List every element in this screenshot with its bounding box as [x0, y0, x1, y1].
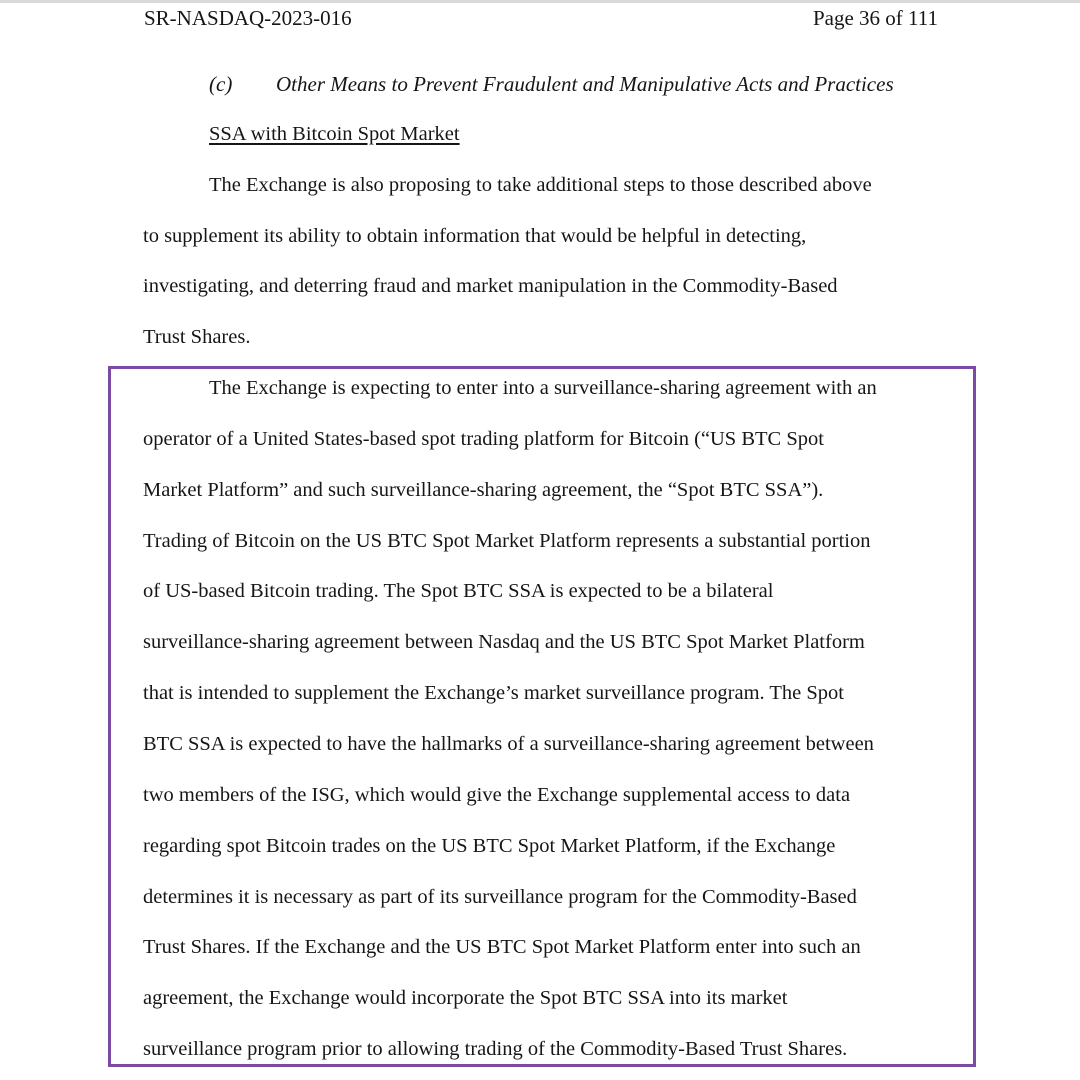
paragraph2-line: Trust Shares. If the Exchange and the US BTC Spot Market Platform enter into such an: [143, 936, 861, 958]
paragraph2-line: surveillance-sharing agreement between Nasdaq and the US BTC Spot Market Platform: [143, 631, 865, 653]
paragraph2-line: determines it is necessary as part of its surveillance program for the Commodity-Based: [143, 886, 857, 908]
paragraph2-line: surveillance program prior to allowing trading of the Commodity-Based Trust Shares.: [143, 1038, 848, 1060]
paragraph1-line: investigating, and deterring fraud and market manipulation in the Commodity-Based: [143, 275, 838, 297]
paragraph2-line: Trading of Bitcoin on the US BTC Spot Market Platform represents a substantial portion: [143, 530, 871, 552]
paragraph2-line: that is intended to supplement the Exchange’s market surveillance program. The Spot: [143, 682, 844, 704]
document-id: SR-NASDAQ-2023-016: [144, 6, 352, 30]
paragraph2-line: The Exchange is expecting to enter into a surveillance-sharing agreement with an: [209, 377, 877, 399]
subheading: SSA with Bitcoin Spot Market: [209, 123, 460, 145]
paragraph2-line: agreement, the Exchange would incorporate the Spot BTC SSA into its market: [143, 987, 788, 1009]
highlight-box: [108, 366, 976, 1067]
page-number: Page 36 of 111: [812, 6, 938, 30]
paragraph1-line: The Exchange is also proposing to take additional steps to those described above: [209, 174, 872, 196]
paragraph2-line: Market Platform” and such surveillance-sharing agreement, the “Spot BTC SSA”).: [143, 479, 824, 501]
paragraph2-line: BTC SSA is expected to have the hallmarks of a surveillance-sharing agreement between: [143, 733, 874, 755]
paragraph2-line: two members of the ISG, which would give the Exchange supplemental access to data: [143, 784, 851, 806]
paragraph1-line: to supplement its ability to obtain information that would be helpful in detecting,: [143, 225, 807, 247]
section-letter: (c): [209, 72, 233, 96]
paragraph1-line: Trust Shares.: [143, 326, 251, 348]
paragraph2-line: of US-based Bitcoin trading. The Spot BTC SSA is expected to be a bilateral: [143, 580, 774, 602]
section-title: Other Means to Prevent Fraudulent and Manipulative Acts and Practices: [276, 72, 894, 96]
paragraph2-line: operator of a United States-based spot trading platform for Bitcoin (“US BTC Spot: [143, 428, 824, 450]
paragraph2-line: regarding spot Bitcoin trades on the US BTC Spot Market Platform, if the Exchange: [143, 835, 836, 857]
